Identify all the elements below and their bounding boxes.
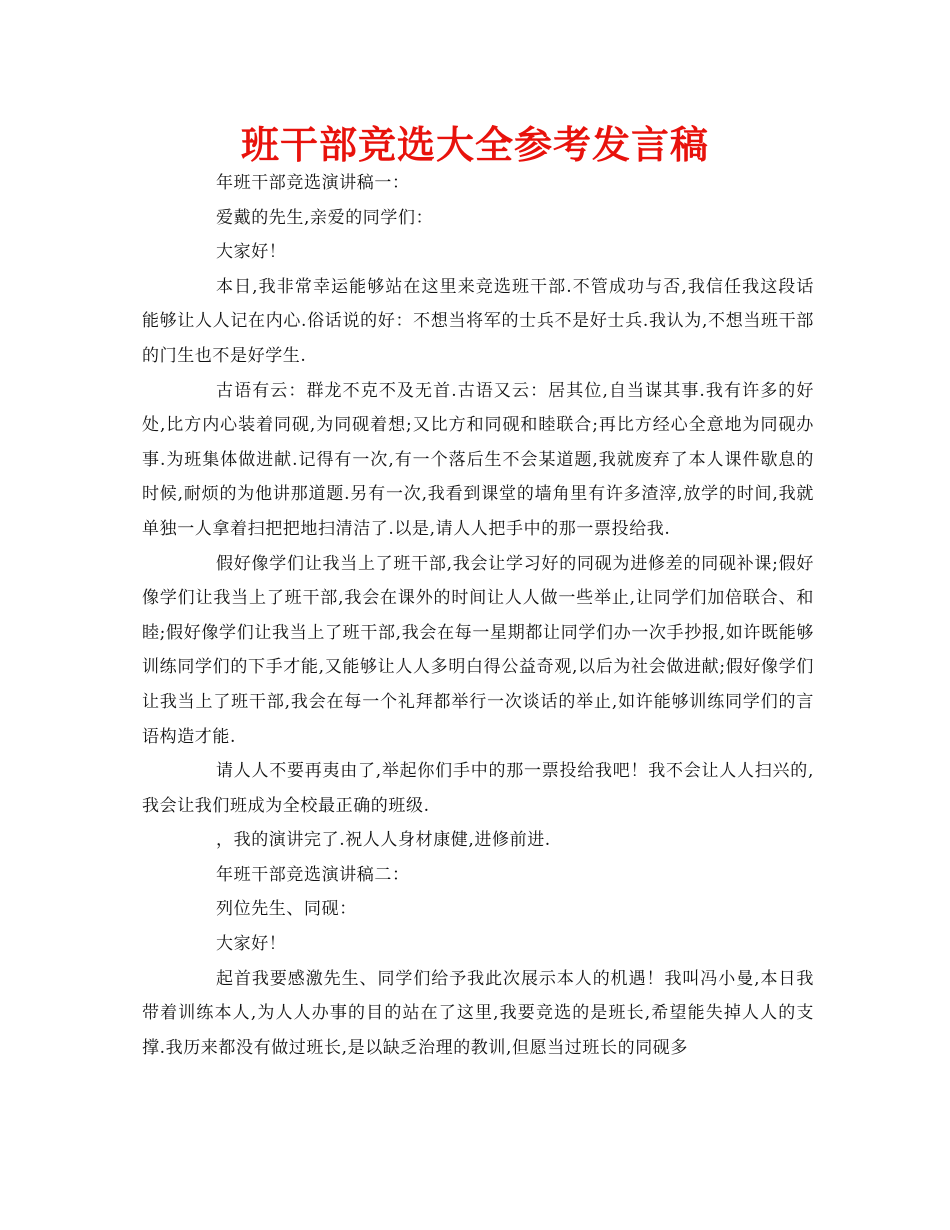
document-title: 班干部竞选大全参考发言稿 [240, 123, 709, 167]
paragraph: 请人人不要再夷由了,举起你们手中的那一票投给我吧！我不会让人人扫兴的,我会让我们班成为全校最正确的班级. [142, 761, 814, 816]
paragraph-salutation: 列位先生、同砚： [216, 899, 357, 920]
paragraph: 古语有云：群龙不克不及无首.古语又云：居其位,自当谋其事.我有许多的好处,比方内心装着同砚,为同砚着想;又比方和同砚和睦联合;再比方经心全意地为同砚办事.为班集体做进献.记得有一次,有一个落后生不会某道题,我就废弃了本人课件歇息的时候,耐烦的为他讲那道题.另有一次,我看到课堂的墙角里有许多渣滓,放学的时间,我就单独一人拿着扫把把地扫清洁了.以是,请人人把手中的那一票投给我. [142, 380, 814, 539]
document-body [142, 166, 814, 1065]
paragraph-salutation: 爱戴的先生,亲爱的同学们： [216, 207, 434, 228]
paragraph-greeting: 大家好！ [216, 934, 287, 955]
paragraph-closing: ，我的演讲完了.祝人人身材康健,进修前进. [216, 830, 551, 851]
paragraph-heading-speech-two: 年班干部竞选演讲稿二： [216, 864, 410, 885]
paragraph: 起首我要感激先生、同学们给予我此次展示本人的机遇！我叫冯小曼,本日我带着训练本人,为人人办事的目的站在了这里,我要竞选的是班长,希望能失掉人人的支撑.我历来都没有做过班长,是以缺乏治理的教训,但愿当过班长的同砚多 [142, 968, 815, 1058]
paragraph: 本日,我非常幸运能够站在这里来竞选班干部.不管成功与否,我信任我这段话能够让人人记在内心.俗话说的好：不想当将军的士兵不是好士兵.我认为,不想当班干部的门生也不是好学生. [142, 276, 814, 366]
paragraph: 假好像学们让我当上了班干部,我会让学习好的同砚为进修差的同砚补课;假好像学们让我当上了班干部,我会在课外的时间让人人做一些举止,让同学们加倍联合、和睦;假好像学们让我当上了班干部,我会在每一星期都让同学们办一次手抄报,如许既能够训练同学们的下手才能,又能够让人人多明白得公益奇观,以后为社会做进献;假好像学们让我当上了班干部,我会在每一个礼拜都举行一次谈话的举止,如许能够训练同学们的言语构造才能. [142, 553, 814, 747]
paragraph-heading-speech-one: 年班干部竞选演讲稿一： [216, 173, 410, 193]
paragraph-greeting: 大家好！ [216, 242, 287, 263]
